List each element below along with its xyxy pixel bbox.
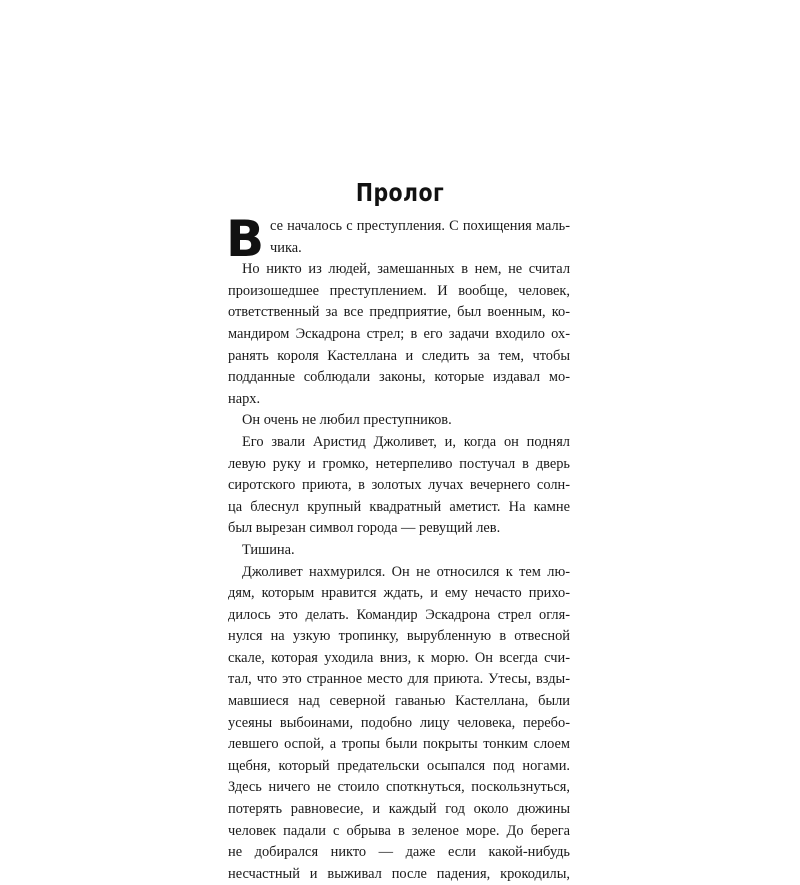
text-line: нулся на узкую тропинку, вырубленную в отвесной xyxy=(228,628,570,645)
text-line: щебня, который предательски осыпался под ногами. xyxy=(228,757,570,774)
text-line: усеяны выбоинами, подобно лицу человека, перебо- xyxy=(228,714,570,731)
text-line: произошедшее преступлением. И вообще, человек, xyxy=(228,282,570,299)
text-line: Здесь ничего не стоило споткнуться, поскользнуться, xyxy=(228,779,570,796)
text-line: Джоливет нахмурился. Он не относился к тем лю- xyxy=(242,563,570,580)
text-line: скале, которая уходила вниз, к морю. Он всегда счи- xyxy=(228,649,570,666)
text-line: левую руку и громко, нетерпеливо постучал в дверь xyxy=(228,455,570,472)
text-line: чика. xyxy=(270,239,302,256)
text-line: дилось это делать. Командир Эскадрона стрел огля- xyxy=(228,606,570,623)
text-line: мавшиеся над северной гаванью Кастеллана, были xyxy=(228,693,570,710)
text-line: был вырезан символ города — ревущий лев. xyxy=(228,520,501,537)
text-line: дям, которым нравится ждать, и ему нечасто прихо- xyxy=(228,585,570,602)
drop-cap: В xyxy=(226,210,265,268)
text-line: се началось с преступления. С похищения маль- xyxy=(270,218,570,234)
text-line: не добирался никто — даже если какой-нибудь xyxy=(228,844,570,861)
text-line: Тишина. xyxy=(242,541,295,558)
text-line: Он очень не любил преступников. xyxy=(242,412,452,429)
text-line: подданные соблюдали законы, которые издавал мо- xyxy=(228,369,570,386)
chapter-title: Пролог xyxy=(355,178,445,207)
text-line: ответственный за все предприятие, был военным, ко- xyxy=(228,304,570,321)
text-line: потерять равновесие, и каждый год около дюжины xyxy=(228,801,570,818)
text-line: мандиром Эскадрона стрел; в его задачи входило ох- xyxy=(228,325,570,342)
body-text xyxy=(226,210,570,885)
text-line: Его звали Аристид Джоливет, и, когда он поднял xyxy=(242,433,570,450)
text-line: нарх. xyxy=(228,390,261,407)
text-line: сиротского приюта, в золотых лучах вечернего солн- xyxy=(228,477,570,494)
text-line: несчастный и выживал после падения, крокодилы, xyxy=(228,865,570,882)
text-line: Но никто из людей, замешанных в нем, не считал xyxy=(242,261,570,278)
text-line: тал, что это странное место для приюта. Утесы, взды- xyxy=(228,671,570,688)
text-line: ца блеснул крупный квадратный аметист. На камне xyxy=(228,498,570,515)
text-line: ранять короля Кастеллана и следить за тем, чтобы xyxy=(228,347,570,364)
text-line: человек падали с обрыва в зеленое море. До берега xyxy=(228,822,570,839)
text-line: левшего оспой, а тропы были покрыты тонким слоем xyxy=(228,736,570,753)
